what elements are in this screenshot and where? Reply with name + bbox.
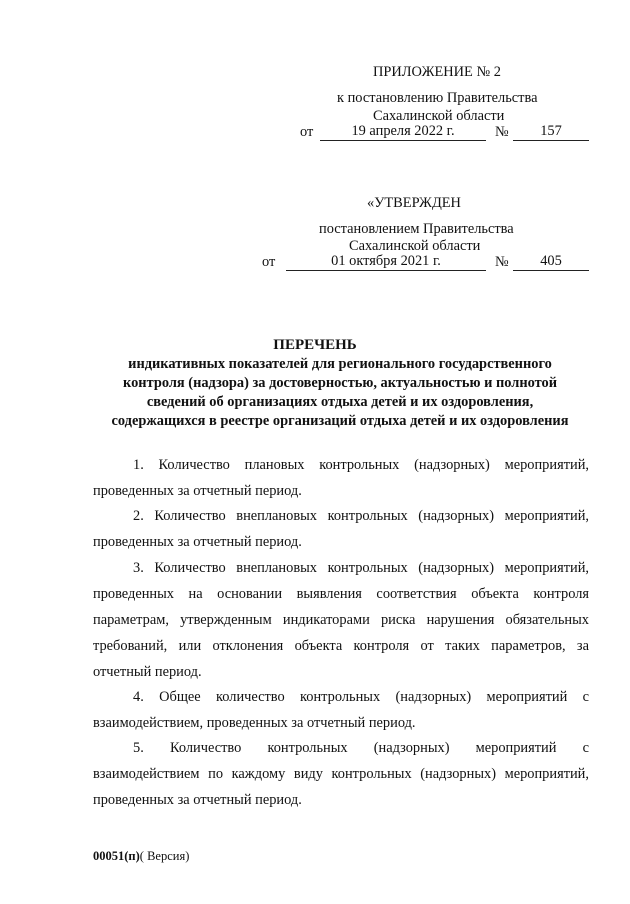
appendix-from-label: от [300, 124, 314, 140]
document-version: ( Версия) [139, 849, 190, 863]
subtitle-line: сведений об организациях отдыха детей и их оздоровления, [146, 394, 534, 410]
appendix-number-label: № [495, 124, 509, 140]
approved-from-label: от [262, 254, 276, 270]
subtitle-line: контроля (надзора) за достоверностью, актуальностью и полнотой [122, 375, 558, 391]
list-item-line: отчетный период. [93, 664, 202, 680]
list-item-line: проведенных за отчетный период. [93, 792, 302, 808]
document-subtitle [90, 355, 590, 431]
list-item-line: 3. Количество внеплановых контрольных (надзорных) мероприятий, [133, 560, 589, 576]
approved-date: 01 октября 2021 г. [286, 252, 486, 271]
subtitle-line: содержащихся в реестре организаций отдыха детей и их оздоровления [111, 413, 569, 429]
list-item-line: требований, или отклонения объекта контроля от таких параметров, за [93, 638, 589, 654]
list-item-line: 1. Количество плановых контрольных (надзорных) мероприятий, [133, 457, 589, 473]
list-item-line: 5. Количество контрольных (надзорных) мероприятий с [133, 740, 589, 756]
appendix-line-2: Сахалинской области [373, 108, 505, 124]
list-item-4 [93, 684, 589, 736]
list-item-line: проведенных на основании выявления соответствия объекта контроля [93, 586, 589, 602]
list-item-line: проведенных за отчетный период. [93, 483, 302, 499]
list-item-5 [93, 735, 589, 813]
document-code: 00051(п) [93, 849, 140, 863]
approved-line-2: Сахалинской области [349, 238, 481, 254]
appendix-number: 157 [513, 122, 589, 141]
approved-number: 405 [513, 252, 589, 271]
list-item-3 [93, 555, 589, 685]
list-item-line: 2. Количество внеплановых контрольных (надзорных) мероприятий, [133, 508, 589, 524]
document-footer [93, 847, 189, 865]
list-item-line: проведенных за отчетный период. [93, 534, 302, 550]
list-item-2 [93, 503, 589, 555]
approved-title: «УТВЕРЖДЕН [367, 195, 461, 211]
list-item-1 [93, 452, 589, 504]
approved-number-label: № [495, 254, 509, 270]
appendix-title: ПРИЛОЖЕНИЕ № 2 [373, 64, 501, 80]
approved-line-1: постановлением Правительства [319, 221, 514, 237]
list-item-line: взаимодействием по каждому виду контрольных (надзорных) мероприятий, [93, 766, 589, 782]
appendix-date: 19 апреля 2022 г. [320, 122, 486, 141]
subtitle-line: индикативных показателей для регионального государственного [128, 356, 552, 372]
list-item-line: 4. Общее количество контрольных (надзорных) мероприятий с [133, 689, 589, 705]
document-title: ПЕРЕЧЕНЬ [273, 337, 357, 353]
appendix-line-1: к постановлению Правительства [337, 90, 538, 106]
list-item-line: взаимодействием, проведенных за отчетный период. [93, 715, 416, 731]
list-item-line: параметрам, утвержденным индикаторами риска нарушения обязательных [93, 612, 589, 628]
